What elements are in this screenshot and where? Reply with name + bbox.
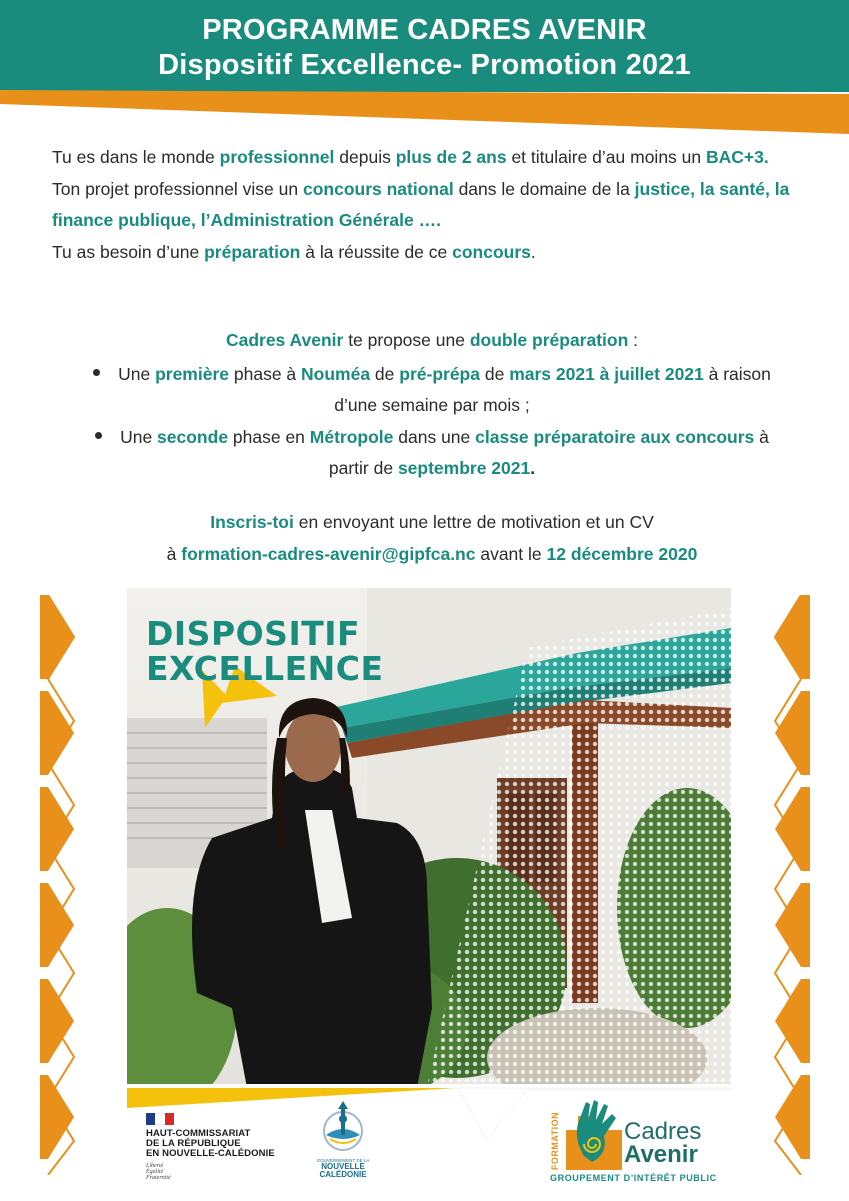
highlight: concours national — [302, 178, 454, 199]
highlight: plus de 2 ans — [395, 147, 507, 167]
cadres-text: Cadres — [624, 1118, 702, 1145]
bullet-icon — [93, 369, 100, 376]
text: à raison d’une semaine par mois ; — [334, 363, 771, 415]
text: phase en — [228, 426, 310, 447]
text: : — [628, 330, 639, 350]
text: . — [530, 241, 536, 262]
hc-line: DE LA RÉPUBLIQUE — [146, 1138, 241, 1149]
motto-line: Fraternité — [146, 1175, 171, 1181]
highlight: double préparation — [469, 330, 629, 350]
page-subtitle: Dispositif Excellence- Promotion 2021 — [158, 49, 691, 81]
formation-text: FORMATION — [550, 1111, 560, 1171]
page-title: PROGRAMME CADRES AVENIR — [202, 14, 647, 46]
highlight: mars 2021 à juillet 2021 — [509, 363, 704, 384]
offer-section — [52, 325, 812, 485]
hc-line: HAUT-COMMISSARIAT — [146, 1128, 251, 1139]
cadres-avenir-logo — [548, 1096, 718, 1188]
french-flag-icon — [146, 1113, 174, 1125]
signup-line-2 — [52, 539, 812, 571]
offer-list — [52, 359, 812, 485]
text: de — [370, 363, 400, 384]
photo-title-line: DISPOSITIF — [146, 614, 361, 653]
text: et titulaire d’au moins un — [506, 147, 706, 167]
text: avant le — [475, 543, 547, 564]
haut-commissariat-logo — [146, 1113, 275, 1181]
text: phase à — [229, 363, 302, 384]
email-link[interactable]: formation-cadres-avenir@gipfca.nc — [181, 543, 476, 564]
signup-section — [52, 507, 812, 570]
signup-line-1 — [52, 507, 812, 539]
text: Une — [118, 363, 156, 384]
bullet-icon — [95, 432, 102, 439]
gnc-name-line: NOUVELLE — [321, 1162, 365, 1171]
text: te propose une — [343, 330, 470, 350]
text: de — [479, 363, 510, 384]
nc-emblem-icon — [312, 1099, 374, 1151]
text: en envoyant une lettre de motivation et un CV — [293, 512, 654, 532]
offer-lead — [52, 325, 812, 357]
text: Une — [120, 426, 158, 447]
text: Tu as besoin d’une — [52, 241, 205, 262]
gip-text: GROUPEMENT D’INTÉRÊT PUBLIC — [550, 1173, 717, 1183]
text: à la réussite de ce — [300, 241, 453, 262]
formation-label — [548, 1108, 562, 1178]
hc-motto — [146, 1163, 275, 1181]
highlight: professionnel — [219, 147, 335, 167]
right-zigzag-decoration — [765, 595, 810, 1175]
highlight: Métropole — [309, 426, 394, 447]
highlight: Cadres Avenir — [225, 330, 344, 350]
text: dans le domaine de la — [453, 178, 635, 199]
text: à — [166, 543, 182, 564]
intro-paragraph-2 — [52, 174, 812, 237]
highlight: pré-prépa — [399, 363, 480, 384]
left-zigzag-decoration — [40, 595, 85, 1175]
photo-title — [146, 616, 384, 686]
highlight: seconde — [157, 426, 229, 447]
hero-photo — [127, 588, 731, 1086]
intro-paragraph-3 — [52, 237, 812, 269]
highlight: Inscris-toi — [210, 512, 294, 532]
highlight: septembre 2021 — [397, 458, 531, 478]
list-item — [52, 359, 812, 422]
highlight: préparation — [204, 241, 301, 262]
highlight: première — [155, 363, 230, 384]
hc-line: EN NOUVELLE-CALÉDONIE — [146, 1148, 275, 1159]
avenir-text: Avenir — [624, 1141, 698, 1168]
motto-line: Égalité — [146, 1169, 164, 1175]
hc-name — [146, 1129, 275, 1159]
text: depuis — [334, 147, 396, 167]
photo-title-line: EXCELLENCE — [146, 649, 384, 688]
highlight: classe préparatoire aux concours — [475, 426, 755, 447]
motto-line: Liberté — [146, 1163, 164, 1169]
deadline-date: 12 décembre 2020 — [546, 543, 698, 564]
text: Ton projet professionnel vise un — [52, 178, 303, 199]
header-banner — [0, 0, 849, 135]
highlight: concours — [452, 241, 531, 262]
gnc-small-text: GOUVERNEMENT DE LA — [316, 1158, 370, 1163]
gnc-name — [312, 1163, 374, 1179]
intro-paragraph-1 — [52, 142, 812, 174]
text: Tu es dans le monde — [52, 147, 220, 167]
text: à partir de — [328, 426, 769, 478]
gnc-name-line: CALÉDONIE — [319, 1170, 367, 1179]
highlight: BAC+3. — [706, 147, 769, 167]
intro-text — [52, 142, 812, 268]
text: dans une — [393, 426, 476, 447]
hand-spiral-icon — [562, 1096, 626, 1172]
highlight: Nouméa — [301, 363, 371, 384]
list-item — [52, 422, 812, 485]
text: . — [530, 458, 536, 478]
highlight: justice, la santé, la finance publique, l’Administration Générale …. — [52, 178, 790, 230]
gouvernement-nc-logo — [312, 1099, 374, 1179]
